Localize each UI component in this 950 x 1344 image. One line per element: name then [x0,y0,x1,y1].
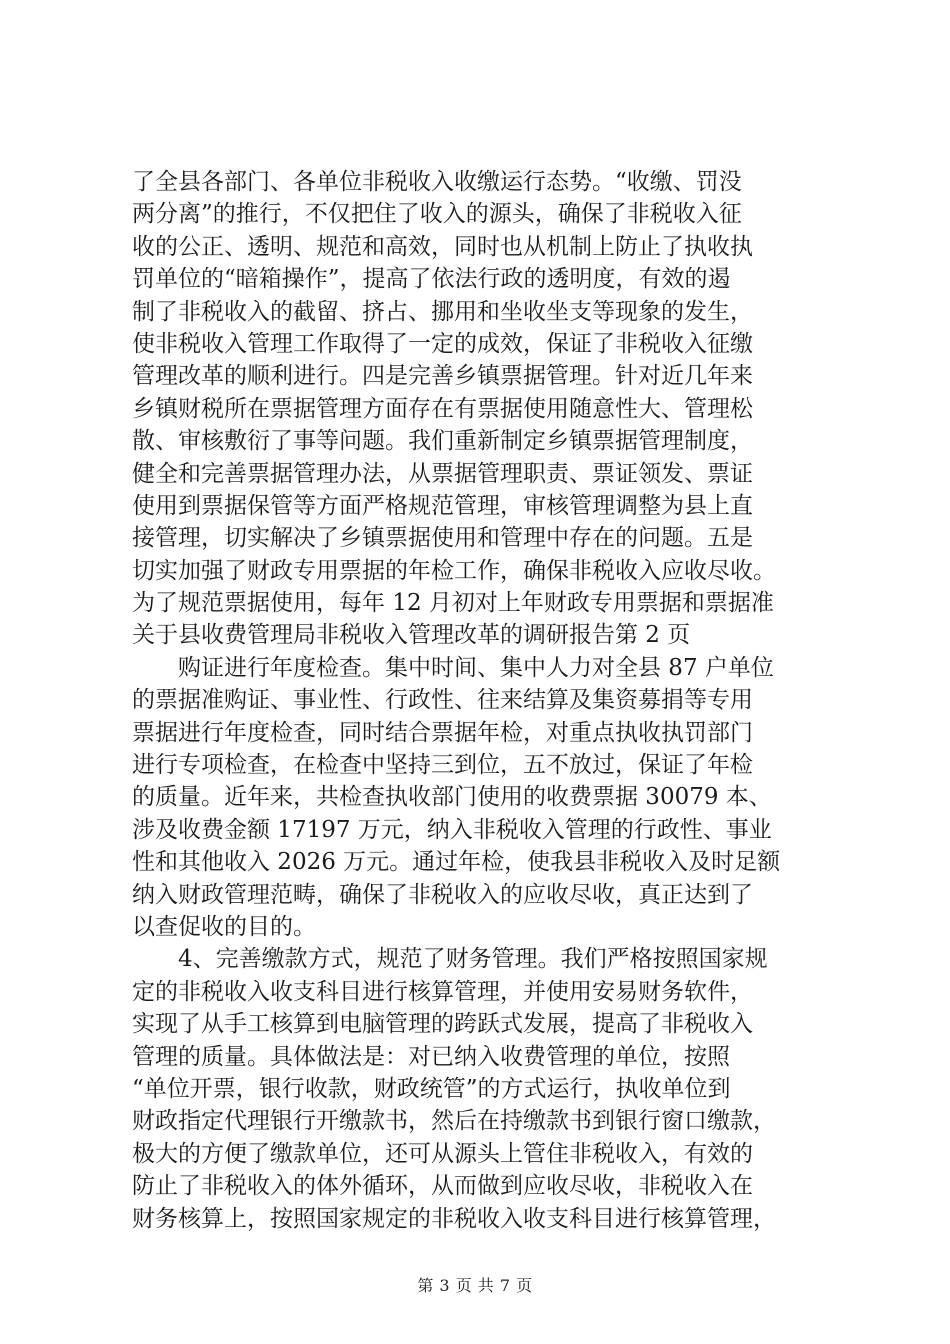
page-footer: 第 3 页 共 7 页 [417,1276,533,1295]
text-line: 实现了从手工核算到电脑管理的跨跃式发展，提高了非税收入 [132,1011,753,1038]
text-line: 纳入财政管理范畴，确保了非税收入的应收尽收，真正达到了 [132,881,753,908]
text-line: 定的非税收入收支科目进行核算管理，并使用安易财务软件， [132,978,753,1005]
text-line: 财政指定代理银行开缴款书，然后在持缴款书到银行窗口缴款， [132,1108,776,1135]
text-line: 切实加强了财政专用票据的年检工作，确保非税收入应收尽收。 [132,557,776,584]
text-line: 的质量。近年来，共检查执收部门使用的收费票据 30079 本、 [132,784,772,811]
text-line: 散、审核敷衍了事等问题。我们重新制定乡镇票据管理制度， [132,428,753,455]
text-line: 管理的质量。具体做法是：对已纳入收费管理的单位，按照 [132,1043,730,1070]
text-line: 的票据准购证、事业性、行政性、往来结算及集资募捐等专用 [132,687,753,714]
text-line: 性和其他收入 2026 万元。通过年检，使我县非税收入及时足额 [132,849,781,876]
text-line: 健全和完善票据管理办法，从票据管理职责、票证领发、票证 [132,460,753,487]
text-line: 防止了非税收入的体外循环，从而做到应收尽收，非税收入在 [132,1173,753,1200]
text-line: 接管理，切实解决了乡镇票据使用和管理中存在的问题。五是 [132,525,753,552]
text-line: 了全县各部门、各单位非税收入收缴运行态势。“收缴、罚没 [132,169,742,195]
text-line: 极大的方便了缴款单位，还可从源头上管住非税收入，有效的 [132,1140,753,1167]
text-line: 使非税收入管理工作取得了一定的成效，保证了非税收入征缴 [132,330,753,357]
text-line: 以查促收的目的。 [132,913,316,940]
text-line: “单位开票，银行收款，财政统管”的方式运行，执收单位到 [132,1075,731,1102]
text-line: 为了规范票据使用，每年 12 月初对上年财政专用票据和票据准 [132,590,774,617]
document-body [132,166,832,1235]
text-line: 两分离”的推行，不仅把住了收入的源头，确保了非税收入征 [132,201,742,228]
text-line: 使用到票据保管等方面严格规范管理，审核管理调整为县上直 [132,492,753,519]
text-line: 制了非税收入的截留、挤占、挪用和坐收坐支等现象的发生， [132,298,753,325]
text-line: 票据进行年度检查，同时结合票据年检，对重点执收执罚部门 [132,719,753,746]
text-line: 乡镇财税所在票据管理方面存在有票据使用随意性大、管理松 [132,395,753,422]
text-line: 4、完善缴款方式，规范了财务管理。我们严格按照国家规 [132,946,768,973]
text-line: 涉及收费金额 17197 万元，纳入非税收入管理的行政性、事业 [132,816,772,843]
text-line: 收的公正、透明、规范和高效，同时也从机制上防止了执收执 [132,233,753,260]
text-line: 财务核算上，按照国家规定的非税收入收支科目进行核算管理， [132,1205,776,1232]
text-line: 关于县收费管理局非税收入管理改革的调研报告第 2 页 [132,622,691,649]
text-line: 罚单位的“暗箱操作”，提高了依法行政的透明度，有效的遏 [132,266,731,293]
text-line: 进行专项检查，在检查中坚持三到位，五不放过，保证了年检 [132,752,753,779]
text-line: 管理改革的顺利进行。四是完善乡镇票据管理。针对近几年来 [132,363,753,390]
text-line: 购证进行年度检查。集中时间、集中人力对全县 87 户单位 [132,654,774,681]
